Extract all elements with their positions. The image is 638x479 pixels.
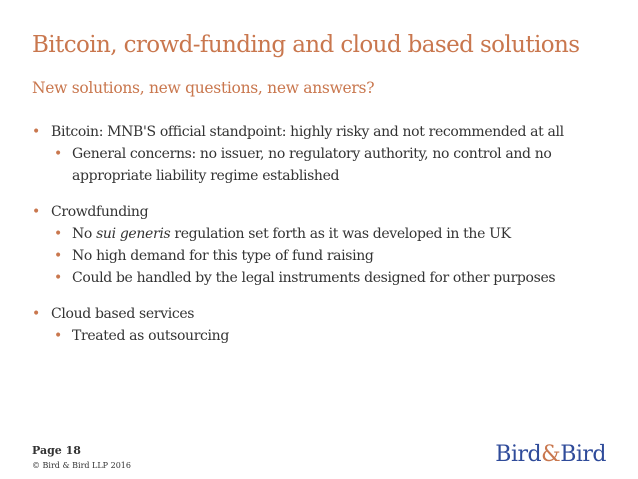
sub-bullet-text: General concerns: no issuer, no regulatory authority, no control and no appropriate liability regime established (72, 146, 552, 184)
logo-ampersand: & (541, 442, 561, 467)
copyright-notice: © Bird & Bird LLP 2016 (32, 461, 131, 470)
bullet-icon: • (54, 328, 62, 344)
bullet-icon: • (32, 204, 40, 220)
bullet-item (32, 121, 622, 143)
sub-bullet-text: Could be handled by the legal instruments designed for other purposes (72, 270, 556, 286)
sub-bullet-item (32, 245, 622, 267)
bullet-icon: • (54, 248, 62, 264)
bullet-text: Crowdfunding (51, 204, 149, 220)
section-crowdfunding (32, 201, 622, 289)
logo-text: Bird (495, 442, 542, 467)
bullet-icon: • (54, 146, 62, 162)
sub-bullet-item (32, 223, 622, 245)
page-number: Page 18 (32, 444, 81, 457)
sub-bullet-text (72, 226, 511, 242)
logo-text: Bird (560, 442, 606, 467)
sub-bullet-item (32, 267, 622, 289)
bullet-icon: • (54, 270, 62, 286)
section-cloud (32, 303, 622, 347)
sub-bullet-text: No high demand for this type of fund raising (72, 248, 374, 264)
bullet-icon: • (54, 226, 62, 242)
bird-and-bird-logo (495, 442, 606, 467)
emphasis-text: sui generis (96, 226, 171, 242)
bullet-list (32, 121, 622, 361)
text-run: No (72, 226, 97, 242)
bullet-text: Cloud based services (51, 306, 195, 322)
bullet-item (32, 201, 622, 223)
sub-bullet-text: Treated as outsourcing (72, 328, 229, 344)
slide-title: Bitcoin, crowd-funding and cloud based solutions (32, 32, 580, 58)
sub-bullet-item (32, 325, 622, 347)
bullet-icon: • (32, 124, 40, 140)
bullet-item (32, 303, 622, 325)
bullet-text: Bitcoin: MNB'S official standpoint: highly risky and not recommended at all (51, 124, 564, 140)
sub-bullet-item (32, 143, 622, 187)
section-bitcoin (32, 121, 622, 187)
slide-subtitle: New solutions, new questions, new answers? (32, 79, 375, 97)
bullet-icon: • (32, 306, 40, 322)
text-run: regulation set forth as it was developed in the UK (170, 226, 511, 242)
